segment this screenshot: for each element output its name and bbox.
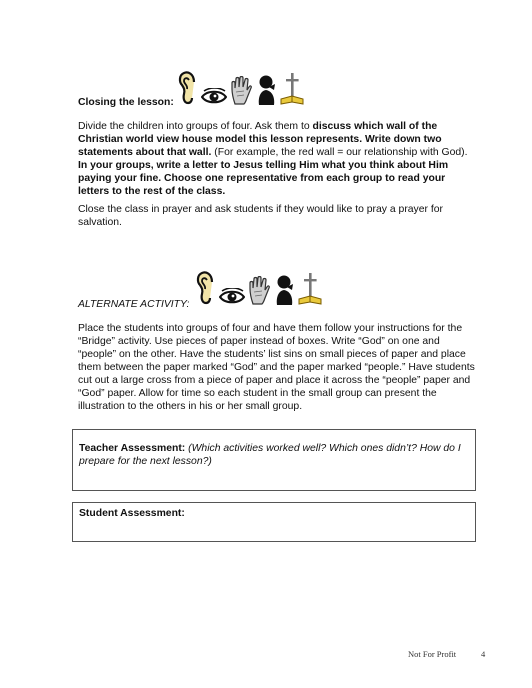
alternate-heading: ALTERNATE ACTIVITY: — [78, 299, 190, 310]
praying-child-icon — [273, 274, 295, 306]
alternate-instructions: Place the students into groups of four and have them follow your instructions for the “Bridge” activity. Use pieces of paper instead of boxes. Write “God” on one and “people” on the other. Have the students’ list sins on small pieces of paper and place them between the paper marked “God” and the paper marked “people.” Have students cut out a large cross from a piece of paper and place it across the “people” paper and “God” paper. Allow for time so each student in the small group can present the illustration to the others in his or her small group. — [78, 323, 475, 412]
teacher-assessment-text — [79, 442, 467, 468]
closing-prayer-text: Close the class in prayer and ask students if they would like to pray a prayer for salvation. — [78, 204, 444, 228]
eye-icon — [219, 288, 245, 306]
student-assessment-box[interactable] — [72, 502, 476, 542]
closing-bold-1: discuss which wall of the Christian world view house model this lesson represents. Write down two statements about that wall. — [78, 121, 442, 158]
page-number: 4 — [481, 649, 486, 659]
ear-icon — [196, 270, 216, 306]
closing-icon-row — [178, 70, 304, 106]
teacher-assessment-prompt: (Which activities worked well? Which ones didn’t? How do I prepare for the next lesson?) — [79, 443, 461, 467]
closing-instructions — [78, 120, 474, 198]
closing-bold-2: In your groups, write a letter to Jesus telling Him what you think about Him paying your fine. Choose one representative from each group to read your letters to the rest of the class. — [78, 160, 449, 197]
footer-text: Not For Profit — [408, 649, 457, 659]
cross-bible-icon — [280, 72, 304, 106]
closing-heading: Closing the lesson: — [78, 97, 174, 108]
closing-text-2: (For example, the red wall = our relationship with God). — [211, 147, 468, 158]
closing-text-1: Divide the children into groups of four. Ask them to — [78, 121, 313, 132]
hand-icon — [230, 76, 252, 106]
cross-bible-icon — [298, 272, 322, 306]
hand-icon — [248, 276, 270, 306]
alternate-icon-row — [196, 270, 322, 306]
praying-child-icon — [255, 74, 277, 106]
teacher-assessment-label: Teacher Assessment: — [79, 443, 186, 454]
student-assessment-label: Student Assessment: — [79, 508, 185, 519]
ear-icon — [178, 70, 198, 106]
eye-icon — [201, 88, 227, 106]
teacher-assessment-box[interactable] — [72, 429, 476, 491]
